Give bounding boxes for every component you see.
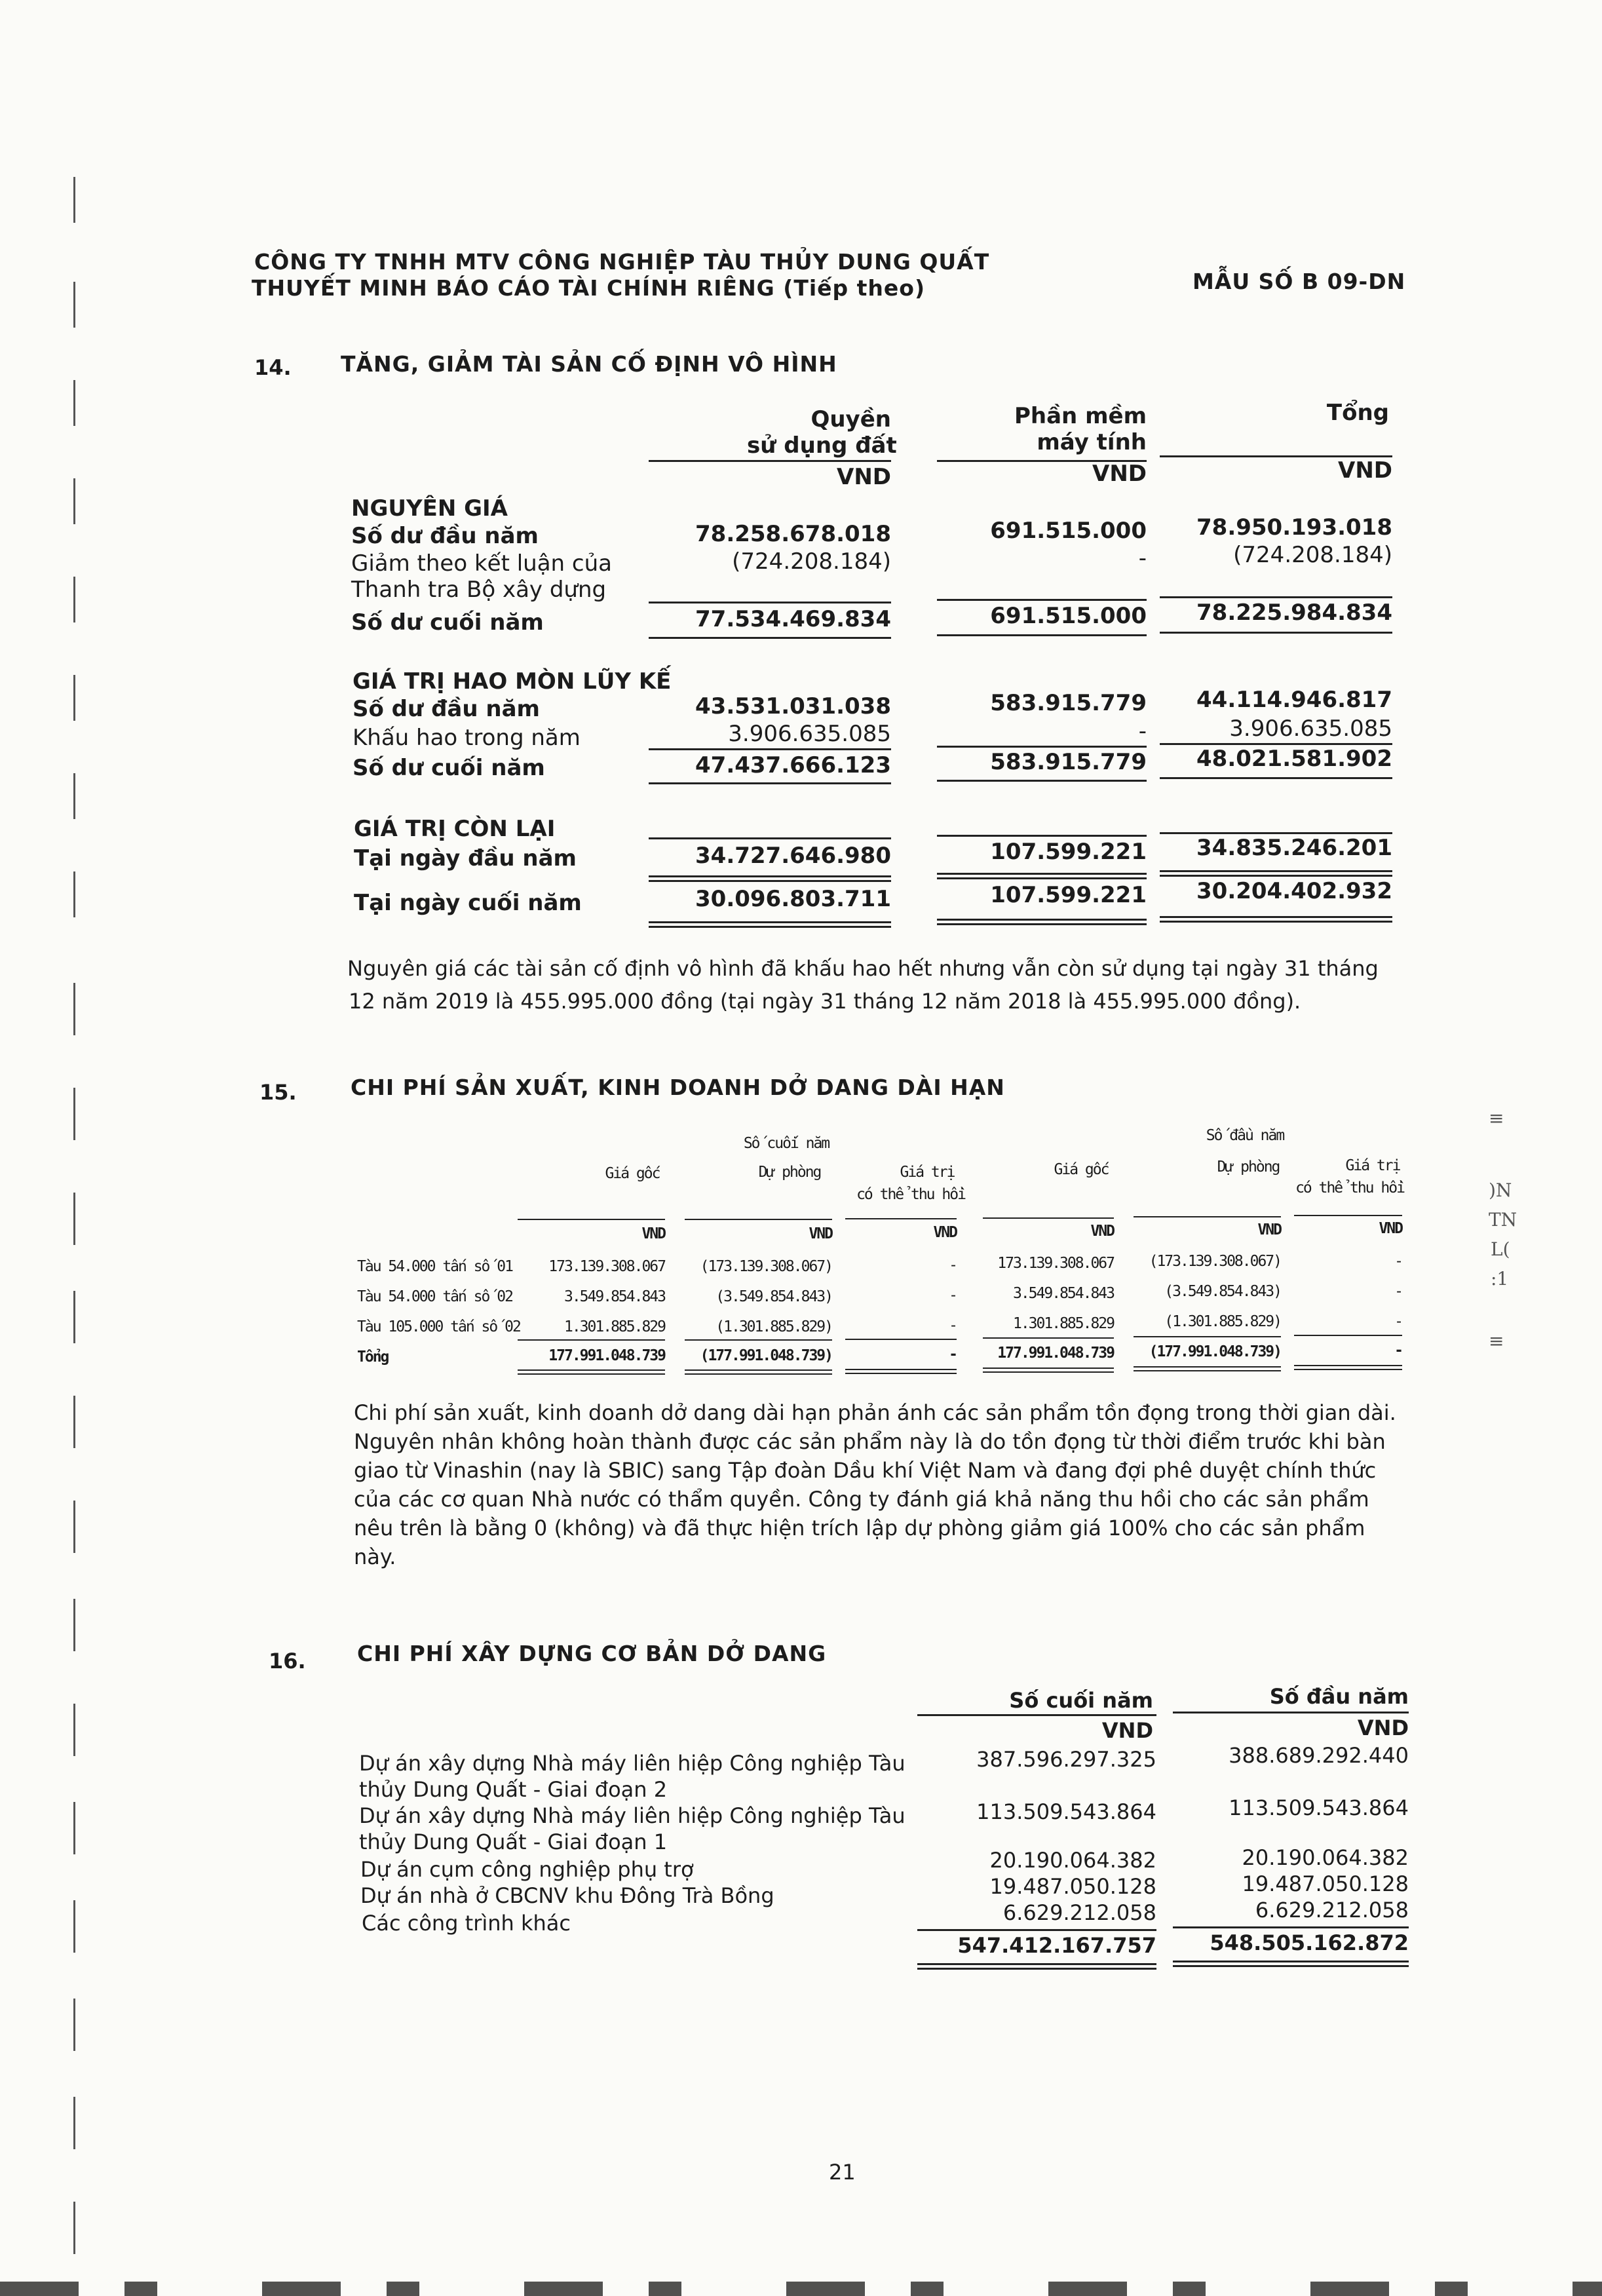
h-recoverable-start-b: có thể thu hồi (1295, 1179, 1404, 1196)
s15-para-line-6: này. (354, 1544, 396, 1569)
s15-para-line-3: giao từ Vinashin (nay là SBIC) sang Tập đoàn Dầu khí Việt Nam và đang đợi phê duyệt chính thức (354, 1458, 1377, 1483)
cell-16-r3-c1: 20.190.064.382 (989, 1848, 1156, 1873)
cell-15-r2-c3: - (949, 1287, 957, 1304)
cell-r5-c1: 3.906.635.085 (728, 721, 891, 747)
col-land-header-a: Quyền (811, 406, 891, 432)
s14-note-line-2: 12 năm 2019 là 455.995.000 đồng (tại ngày 31 tháng 12 năm 2018 là 455.995.000 đồng). (349, 989, 1301, 1014)
row-15-label: Tàu 54.000 tấn số 01 (357, 1258, 512, 1275)
col-software-header-a: Phần mềm (1014, 403, 1147, 429)
cell-r2-c1: (724.208.184) (732, 548, 891, 575)
s15-para-line-1: Chi phí sản xuất, kinh doanh dở dang dài hạn phản ánh các sản phẩm tồn đọng trong thời gian dài. (354, 1400, 1396, 1425)
col-start-of-year: Số đầu năm (1269, 1684, 1409, 1709)
cell-15-r2-c4: 3.549.854.843 (1012, 1285, 1114, 1302)
cell-15-total-c1: 177.991.048.739 (548, 1347, 665, 1364)
col-end-of-year: Số cuối năm (1009, 1688, 1153, 1713)
h-recoverable-end-b: có thể thu hồi (856, 1186, 965, 1203)
cell-16-r3-c2: 20.190.064.382 (1242, 1845, 1409, 1870)
row-16-label-a: Dự án xây dựng Nhà máy liên hiệp Công nghiệp Tàu (359, 1803, 906, 1828)
cell-r1-c1: 78.258.678.018 (695, 521, 891, 547)
row-nbv-opening-label: Tại ngày đầu năm (354, 845, 577, 871)
row-16-label-a: Các công trình khác (362, 1911, 571, 1936)
cell-15-r2-c1: 3.549.854.843 (563, 1288, 665, 1305)
page-number: 21 (829, 2160, 856, 2185)
row-16-label-a: Dự án nhà ở CBCNV khu Đông Trà Bồng (360, 1883, 774, 1908)
unit-col3: VND (1338, 457, 1392, 484)
cell-r8-c1: 30.096.803.711 (695, 886, 891, 912)
cell-15-r1-c1: 173.139.308.067 (548, 1258, 665, 1275)
cell-15-r3-c2: (1.301.885.829) (715, 1318, 832, 1335)
s15-para-line-2: Nguyên nhân không hoàn thành được các sản phẩm này là do tồn đọng từ thời điểm trước khi bàn (354, 1429, 1386, 1454)
row-15-label: Tàu 105.000 tấn số 02 (357, 1318, 520, 1335)
h-provision-end: Dự phòng (758, 1164, 821, 1181)
cell-15-r1-c5: (173.139.308.067) (1149, 1253, 1281, 1270)
cell-r1-c3: 78.950.193.018 (1196, 514, 1392, 541)
cell-15-r3-c1: 1.301.885.829 (563, 1318, 665, 1335)
h-cost-start: Giá gốc (1054, 1161, 1109, 1178)
cell-15-r3-c4: 1.301.885.829 (1012, 1315, 1114, 1332)
cell-r5-c3: 3.906.635.085 (1229, 716, 1392, 742)
unit-15-c2: VND (809, 1225, 832, 1242)
report-subtitle: THUYẾT MINH BÁO CÁO TÀI CHÍNH RIÊNG (Tiếp theo) (252, 275, 926, 301)
col-total-header: Tổng (1326, 400, 1389, 426)
section-16-title: CHI PHÍ XÂY DỰNG CƠ BẢN DỞ DANG (357, 1641, 827, 1666)
cell-15-r3-c5: (1.301.885.829) (1164, 1313, 1281, 1330)
row-15-total-label: Tổng (357, 1349, 389, 1366)
h-recoverable-end-a: Giá trị (900, 1164, 955, 1181)
cell-16-r2-c2: 113.509.543.864 (1229, 1795, 1409, 1820)
net-book-value-heading: GIÁ TRỊ CÒN LẠI (354, 816, 556, 842)
s15-para-line-5: nêu trên là bằng 0 (không) và đã thực hiện trích lập dự phòng giảm giá 100% cho các sản phẩm (354, 1516, 1365, 1540)
cell-15-total-c3: - (949, 1346, 957, 1363)
accumulated-amortisation-heading: GIÁ TRỊ HAO MÒN LŨY KẾ (353, 668, 672, 695)
cell-15-r1-c6: - (1394, 1253, 1402, 1270)
row-decrease-label-a: Giảm theo kết luận của (351, 550, 612, 577)
section-16-number: 16. (269, 1649, 306, 1674)
cell-16-total-c1: 547.412.167.757 (957, 1933, 1156, 1958)
cell-r2-c3: (724.208.184) (1233, 542, 1392, 568)
col-land-header-b: sử dụng đất (747, 432, 897, 459)
unit-15-c6: VND (1379, 1220, 1402, 1237)
row-amort-closing-label: Số dư cuối năm (353, 755, 545, 781)
row-closing-balance-label: Số dư cuối năm (351, 609, 544, 636)
cell-15-r1-c2: (173.139.308.067) (700, 1258, 832, 1275)
h-provision-start: Dự phòng (1217, 1158, 1280, 1176)
cell-16-r4-c2: 19.487.050.128 (1242, 1871, 1409, 1896)
cell-15-total-c5: (177.991.048.739) (1149, 1343, 1281, 1360)
unit-col1: VND (837, 464, 891, 490)
row-16-label-b: thủy Dung Quất - Giai đoạn 1 (359, 1829, 668, 1854)
cell-r8-c2: 107.599.221 (990, 882, 1147, 908)
row-16-label-a: Dự án cụm công nghiệp phụ trợ (360, 1857, 694, 1882)
row-amort-opening-label: Số dư đầu năm (353, 696, 540, 722)
unit-col2: VND (1092, 461, 1147, 487)
s15-para-line-4: của các cơ quan Nhà nước có thẩm quyền. Công ty đánh giá khả năng thu hồi cho các sản phẩm (354, 1487, 1369, 1512)
cell-15-r2-c2: (3.549.854.843) (715, 1288, 832, 1305)
row-15-label: Tàu 54.000 tấn số 02 (357, 1288, 512, 1305)
row-decrease-label-b: Thanh tra Bộ xây dựng (351, 577, 607, 603)
cell-r3-c1: 77.534.469.834 (695, 606, 891, 632)
cell-15-total-c6: - (1394, 1342, 1402, 1359)
cell-r4-c1: 43.531.031.038 (695, 693, 891, 719)
h-cost-end: Giá gốc (605, 1165, 660, 1182)
unit-15-c5: VND (1257, 1221, 1281, 1238)
cell-16-total-c2: 548.505.162.872 (1210, 1930, 1409, 1955)
row-16-label-b: thủy Dung Quất - Giai đoạn 2 (359, 1777, 668, 1802)
unit-16-c2: VND (1357, 1715, 1409, 1740)
cell-r3-c2: 691.515.000 (990, 603, 1147, 629)
row-nbv-closing-label: Tại ngày cuối năm (354, 890, 582, 916)
cell-15-r1-c4: 173.139.308.067 (997, 1255, 1114, 1272)
form-code: MẪU SỐ B 09-DN (1192, 269, 1406, 294)
unit-15-c3: VND (933, 1224, 957, 1241)
section-14-number: 14. (254, 355, 292, 380)
section-15-title: CHI PHÍ SẢN XUẤT, KINH DOANH DỞ DANG DÀI HẠN (351, 1075, 1005, 1100)
section-15-number: 15. (259, 1080, 297, 1105)
cell-15-r3-c6: - (1394, 1313, 1402, 1330)
cell-15-r2-c5: (3.549.854.843) (1164, 1283, 1281, 1300)
section-14-title: TĂNG, GIẢM TÀI SẢN CỐ ĐỊNH VÔ HÌNH (341, 351, 837, 377)
row-amort-year-label: Khấu hao trong năm (353, 725, 581, 751)
cell-r7-c1: 34.727.646.980 (695, 843, 891, 869)
group-start-of-year: Số đầu năm (1206, 1127, 1284, 1144)
cell-16-r5-c1: 6.629.212.058 (1002, 1900, 1156, 1925)
cost-heading: NGUYÊN GIÁ (351, 495, 508, 522)
col-software-header-b: máy tính (1037, 429, 1147, 455)
cell-r8-c3: 30.204.402.932 (1196, 878, 1392, 904)
cell-r4-c3: 44.114.946.817 (1196, 687, 1392, 713)
unit-15-c4: VND (1090, 1223, 1114, 1240)
cell-r6-c2: 583.915.779 (990, 749, 1147, 775)
cell-16-r1-c1: 387.596.297.325 (976, 1747, 1156, 1772)
cell-15-r3-c3: - (949, 1317, 957, 1334)
cell-15-r2-c6: - (1394, 1283, 1402, 1300)
cell-r6-c3: 48.021.581.902 (1196, 746, 1392, 772)
cell-r6-c1: 47.437.666.123 (695, 752, 891, 778)
cell-r4-c2: 583.915.779 (990, 690, 1147, 716)
unit-15-c1: VND (641, 1225, 665, 1242)
cell-16-r1-c2: 388.689.292.440 (1229, 1743, 1409, 1768)
cell-15-total-c4: 177.991.048.739 (997, 1345, 1114, 1362)
unit-16-c1: VND (1101, 1718, 1153, 1743)
cell-r2-c2: - (1138, 545, 1147, 571)
cell-r7-c2: 107.599.221 (990, 839, 1147, 865)
row-16-label-a: Dự án xây dựng Nhà máy liên hiệp Công nghiệp Tàu (359, 1751, 906, 1776)
group-end-of-year: Số cuối năm (743, 1135, 830, 1152)
row-opening-balance-label: Số dư đầu năm (351, 523, 539, 549)
cell-15-total-c2: (177.991.048.739) (700, 1347, 832, 1364)
h-recoverable-start-a: Giá trị (1345, 1157, 1400, 1174)
cell-r1-c2: 691.515.000 (990, 518, 1147, 544)
cell-16-r2-c1: 113.509.543.864 (976, 1799, 1156, 1824)
company-name: CÔNG TY TNHH MTV CÔNG NGHIỆP TÀU THỦY DUNG QUẤT (254, 249, 990, 275)
cell-16-r5-c2: 6.629.212.058 (1255, 1898, 1409, 1923)
cell-r7-c3: 34.835.246.201 (1196, 835, 1392, 861)
cell-16-r4-c1: 19.487.050.128 (989, 1874, 1156, 1899)
cell-15-r1-c3: - (949, 1257, 957, 1274)
cell-r5-c2: - (1138, 718, 1147, 744)
s14-note-line-1: Nguyên giá các tài sản cố định vô hình đã khấu hao hết nhưng vẫn còn sử dụng tại ngày 31 tháng (347, 956, 1379, 981)
cell-r3-c3: 78.225.984.834 (1196, 600, 1392, 626)
